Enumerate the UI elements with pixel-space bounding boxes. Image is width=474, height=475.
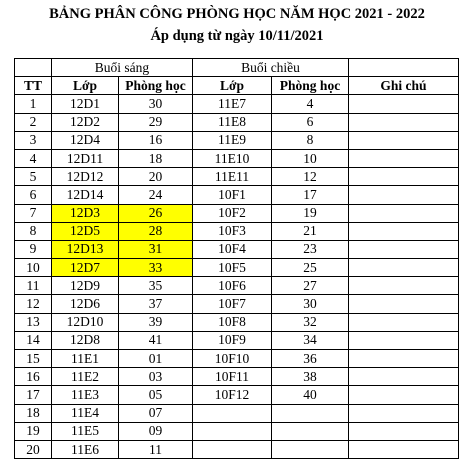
room-afternoon-cell: 27 bbox=[272, 277, 349, 295]
class-morning-cell: 11E2 bbox=[52, 368, 119, 386]
table-row bbox=[15, 131, 459, 149]
room-afternoon-cell: 34 bbox=[272, 331, 349, 349]
class-afternoon-cell bbox=[193, 440, 272, 458]
table-row bbox=[15, 313, 459, 331]
room-afternoon-cell: 17 bbox=[272, 186, 349, 204]
page-subtitle: Áp dụng từ ngày 10/11/2021 bbox=[150, 28, 324, 44]
class-morning-cell: 11E1 bbox=[52, 350, 119, 368]
room-morning-cell: 11 bbox=[119, 440, 193, 458]
class-afternoon-cell: 10F7 bbox=[193, 295, 272, 313]
room-morning-cell: 01 bbox=[119, 350, 193, 368]
tt-cell: 18 bbox=[15, 404, 52, 422]
table-row bbox=[15, 240, 459, 258]
tt-cell: 10 bbox=[15, 259, 52, 277]
note-cell bbox=[349, 240, 459, 258]
note-cell bbox=[349, 168, 459, 186]
room-afternoon-cell: 38 bbox=[272, 368, 349, 386]
table-row bbox=[15, 222, 459, 240]
room-afternoon-cell: 4 bbox=[272, 95, 349, 113]
blank-note-group-cell bbox=[349, 59, 459, 77]
note-cell bbox=[349, 131, 459, 149]
table-body bbox=[15, 95, 459, 459]
room-morning-cell: 20 bbox=[119, 168, 193, 186]
note-header: Ghi chú bbox=[349, 77, 459, 95]
note-cell bbox=[349, 331, 459, 349]
room-afternoon-cell: 8 bbox=[272, 131, 349, 149]
group-header-row bbox=[15, 59, 459, 77]
room-afternoon-cell: 40 bbox=[272, 386, 349, 404]
class-morning-cell: 11E3 bbox=[52, 386, 119, 404]
class-afternoon-cell: 11E8 bbox=[193, 113, 272, 131]
class-morning-cell: 12D2 bbox=[52, 113, 119, 131]
tt-header: TT bbox=[15, 77, 52, 95]
class-afternoon-cell: 10F1 bbox=[193, 186, 272, 204]
morning-group-header: Buổi sáng bbox=[52, 59, 193, 77]
room-morning-cell: 03 bbox=[119, 368, 193, 386]
class-afternoon-cell: 10F3 bbox=[193, 222, 272, 240]
class-morning-cell: 12D10 bbox=[52, 313, 119, 331]
class-afternoon-cell: 10F6 bbox=[193, 277, 272, 295]
class-afternoon-cell: 10F11 bbox=[193, 368, 272, 386]
note-cell bbox=[349, 222, 459, 240]
room-afternoon-cell: 21 bbox=[272, 222, 349, 240]
class-morning-cell: 12D4 bbox=[52, 131, 119, 149]
tt-cell: 17 bbox=[15, 386, 52, 404]
note-cell bbox=[349, 440, 459, 458]
class-morning-cell: 12D3 bbox=[52, 204, 119, 222]
class-morning-cell: 11E4 bbox=[52, 404, 119, 422]
room-morning-cell: 05 bbox=[119, 386, 193, 404]
tt-cell: 9 bbox=[15, 240, 52, 258]
room-afternoon-cell: 12 bbox=[272, 168, 349, 186]
class-morning-cell: 11E5 bbox=[52, 422, 119, 440]
class-afternoon-cell: 11E11 bbox=[193, 168, 272, 186]
table-row bbox=[15, 368, 459, 386]
room-afternoon-cell: 6 bbox=[272, 113, 349, 131]
class-morning-cell: 11E6 bbox=[52, 440, 119, 458]
table-row bbox=[15, 186, 459, 204]
note-cell bbox=[349, 95, 459, 113]
room-afternoon-cell bbox=[272, 404, 349, 422]
class-morning-cell: 12D13 bbox=[52, 240, 119, 258]
room-assignment-table bbox=[14, 58, 459, 459]
note-cell bbox=[349, 350, 459, 368]
class-morning-cell: 12D5 bbox=[52, 222, 119, 240]
column-header-row bbox=[15, 77, 459, 95]
room-afternoon-cell: 25 bbox=[272, 259, 349, 277]
tt-cell: 15 bbox=[15, 350, 52, 368]
room-morning-cell: 29 bbox=[119, 113, 193, 131]
table-row bbox=[15, 331, 459, 349]
room-morning-cell: 07 bbox=[119, 404, 193, 422]
note-cell bbox=[349, 186, 459, 204]
note-cell bbox=[349, 295, 459, 313]
note-cell bbox=[349, 277, 459, 295]
page-title: BẢNG PHÂN CÔNG PHÒNG HỌC NĂM HỌC 2021 - 2022 bbox=[49, 6, 425, 22]
table-row bbox=[15, 295, 459, 313]
tt-cell: 11 bbox=[15, 277, 52, 295]
class-afternoon-header: Lớp bbox=[193, 77, 272, 95]
note-cell bbox=[349, 313, 459, 331]
class-afternoon-cell: 10F12 bbox=[193, 386, 272, 404]
class-afternoon-cell: 10F10 bbox=[193, 350, 272, 368]
class-afternoon-cell: 10F9 bbox=[193, 331, 272, 349]
class-morning-cell: 12D14 bbox=[52, 186, 119, 204]
table-row bbox=[15, 259, 459, 277]
class-afternoon-cell bbox=[193, 404, 272, 422]
table-row bbox=[15, 404, 459, 422]
room-afternoon-cell: 19 bbox=[272, 204, 349, 222]
table-row bbox=[15, 204, 459, 222]
tt-cell: 19 bbox=[15, 422, 52, 440]
room-afternoon-header: Phòng học bbox=[272, 77, 349, 95]
room-afternoon-cell: 10 bbox=[272, 149, 349, 167]
table-row bbox=[15, 168, 459, 186]
tt-cell: 20 bbox=[15, 440, 52, 458]
room-afternoon-cell bbox=[272, 422, 349, 440]
note-cell bbox=[349, 149, 459, 167]
class-afternoon-cell: 10F5 bbox=[193, 259, 272, 277]
class-morning-cell: 12D8 bbox=[52, 331, 119, 349]
table-row bbox=[15, 350, 459, 368]
class-morning-cell: 12D9 bbox=[52, 277, 119, 295]
room-morning-header: Phòng học bbox=[119, 77, 193, 95]
room-afternoon-cell: 23 bbox=[272, 240, 349, 258]
room-morning-cell: 39 bbox=[119, 313, 193, 331]
class-afternoon-cell: 10F2 bbox=[193, 204, 272, 222]
class-afternoon-cell: 11E10 bbox=[193, 149, 272, 167]
room-afternoon-cell: 36 bbox=[272, 350, 349, 368]
tt-cell: 6 bbox=[15, 186, 52, 204]
room-morning-cell: 09 bbox=[119, 422, 193, 440]
note-cell bbox=[349, 368, 459, 386]
note-cell bbox=[349, 204, 459, 222]
room-morning-cell: 31 bbox=[119, 240, 193, 258]
tt-cell: 3 bbox=[15, 131, 52, 149]
table-row bbox=[15, 386, 459, 404]
room-morning-cell: 16 bbox=[119, 131, 193, 149]
class-morning-cell: 12D12 bbox=[52, 168, 119, 186]
room-morning-cell: 41 bbox=[119, 331, 193, 349]
table-row bbox=[15, 422, 459, 440]
room-morning-cell: 24 bbox=[119, 186, 193, 204]
blank-group-cell bbox=[15, 59, 52, 77]
note-cell bbox=[349, 404, 459, 422]
room-afternoon-cell bbox=[272, 440, 349, 458]
room-afternoon-cell: 30 bbox=[272, 295, 349, 313]
class-afternoon-cell: 10F4 bbox=[193, 240, 272, 258]
tt-cell: 16 bbox=[15, 368, 52, 386]
room-afternoon-cell: 32 bbox=[272, 313, 349, 331]
tt-cell: 4 bbox=[15, 149, 52, 167]
class-afternoon-cell: 10F8 bbox=[193, 313, 272, 331]
class-afternoon-cell bbox=[193, 422, 272, 440]
tt-cell: 12 bbox=[15, 295, 52, 313]
tt-cell: 14 bbox=[15, 331, 52, 349]
room-morning-cell: 30 bbox=[119, 95, 193, 113]
class-afternoon-cell: 11E9 bbox=[193, 131, 272, 149]
room-morning-cell: 26 bbox=[119, 204, 193, 222]
class-morning-cell: 12D7 bbox=[52, 259, 119, 277]
note-cell bbox=[349, 386, 459, 404]
room-morning-cell: 28 bbox=[119, 222, 193, 240]
note-cell bbox=[349, 259, 459, 277]
table-row bbox=[15, 149, 459, 167]
room-morning-cell: 33 bbox=[119, 259, 193, 277]
table-row bbox=[15, 277, 459, 295]
tt-cell: 1 bbox=[15, 95, 52, 113]
tt-cell: 7 bbox=[15, 204, 52, 222]
class-morning-cell: 12D1 bbox=[52, 95, 119, 113]
note-cell bbox=[349, 113, 459, 131]
room-morning-cell: 37 bbox=[119, 295, 193, 313]
afternoon-group-header: Buổi chiều bbox=[193, 59, 349, 77]
class-morning-header: Lớp bbox=[52, 77, 119, 95]
room-morning-cell: 35 bbox=[119, 277, 193, 295]
table-row bbox=[15, 440, 459, 458]
tt-cell: 13 bbox=[15, 313, 52, 331]
table-row bbox=[15, 113, 459, 131]
note-cell bbox=[349, 422, 459, 440]
tt-cell: 2 bbox=[15, 113, 52, 131]
class-morning-cell: 12D6 bbox=[52, 295, 119, 313]
class-morning-cell: 12D11 bbox=[52, 149, 119, 167]
table-row bbox=[15, 95, 459, 113]
tt-cell: 5 bbox=[15, 168, 52, 186]
room-morning-cell: 18 bbox=[119, 149, 193, 167]
class-afternoon-cell: 11E7 bbox=[193, 95, 272, 113]
tt-cell: 8 bbox=[15, 222, 52, 240]
